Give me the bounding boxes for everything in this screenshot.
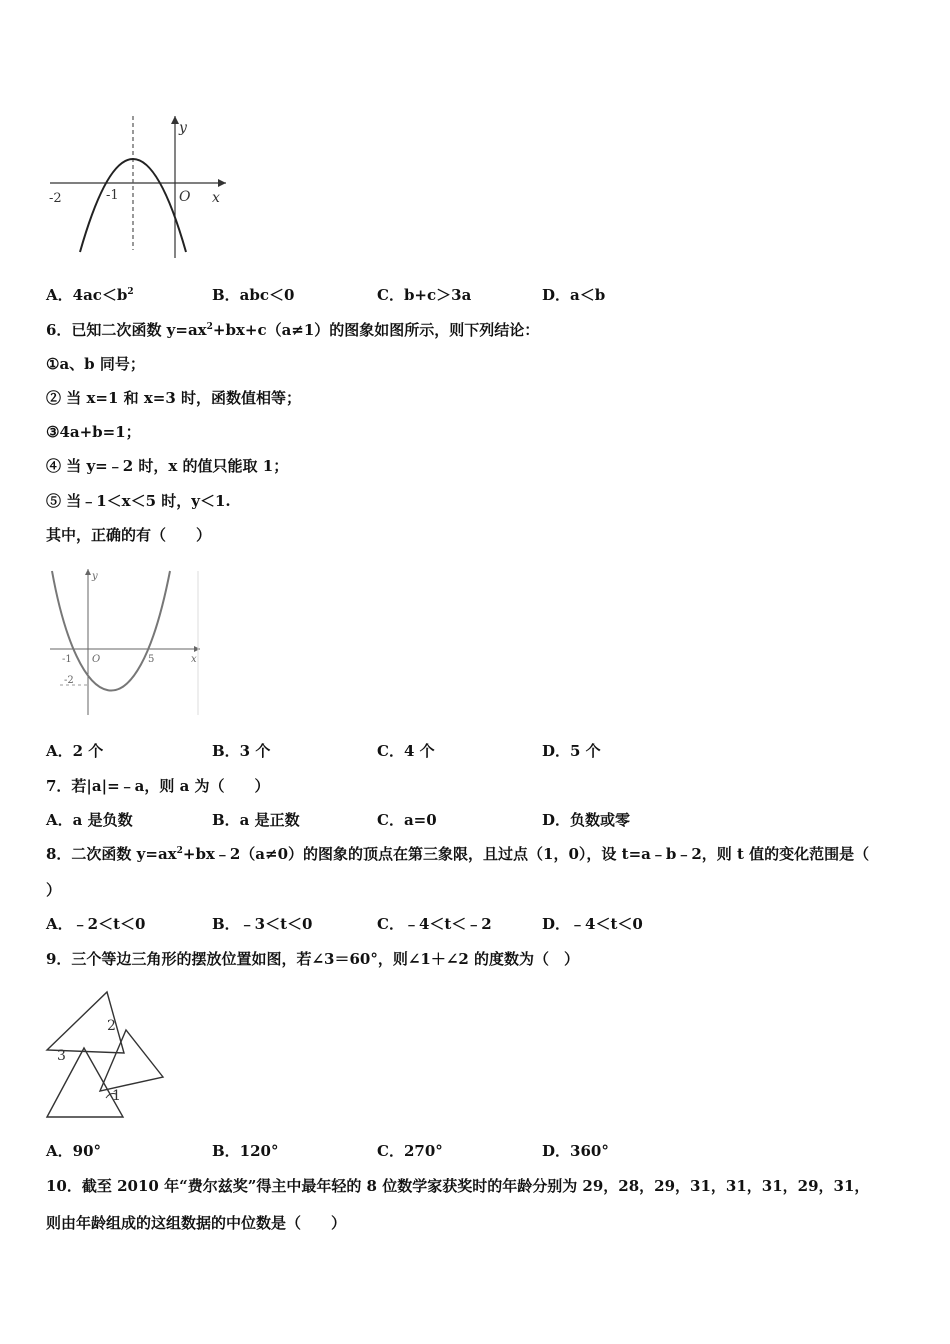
q7-option-a[interactable]: A．a 是负数 <box>46 811 133 829</box>
q6-x-label: x <box>191 654 197 665</box>
q6-origin-label: O <box>92 654 101 665</box>
q5-tick-neg1: -1 <box>106 188 119 203</box>
q9-option-a[interactable]: A．90° <box>46 1142 102 1160</box>
q9-option-b[interactable]: B．120° <box>212 1142 279 1160</box>
q10-stem: 10．截至 2010 年“费尔兹奖”得主中最年轻的 8 位数学家获奖时的年龄分别为 29，28，29，31，31，31，29，31， <box>46 1177 870 1195</box>
q6-ask: 其中，正确的有（ ） <box>46 526 212 544</box>
q7-option-b[interactable]: B．a 是正数 <box>212 811 300 829</box>
q6-stem: 6．已知二次函数 $y=ax^2+bx+c(a\ne 1)$的图象如图所示，则下列结论： <box>46 321 540 339</box>
q8-option-a[interactable]: A．﹣2＜t＜0 <box>46 915 146 933</box>
q5-option-a[interactable]: A．$4ac<b^2$ <box>46 286 134 304</box>
q6-tick-5: 5 <box>148 654 155 665</box>
q6-item-1: ①a、b 同号； <box>46 355 145 373</box>
q6-option-b[interactable]: B．3 个 <box>212 742 271 760</box>
q10-stem-cont: 则由年龄组成的这组数据的中位数是（ ） <box>46 1214 347 1232</box>
q8-stem-cont: ） <box>46 881 62 899</box>
q9-angle-3-label: 3 <box>57 1048 66 1064</box>
q9-option-c[interactable]: C．270° <box>377 1142 443 1160</box>
q5-parabola-graph <box>46 110 236 260</box>
q6-option-a[interactable]: A．2 个 <box>46 742 104 760</box>
q7-option-c[interactable]: C．a=0 <box>377 811 437 829</box>
q6-tick-neg2: -2 <box>64 675 74 686</box>
q6-item-3: ③4a+b=1； <box>46 423 141 441</box>
q7-stem: 7．若|a|=﹣a，则 a 为（ ） <box>46 777 270 795</box>
q5-option-d[interactable]: D．a＜b <box>542 286 606 304</box>
q6-item-2: ② 当 x=1 和 x=3 时，函数值相等； <box>46 389 302 407</box>
q9-angle-1-label: 1 <box>112 1088 121 1104</box>
q6-item-5: ⑤ 当﹣1＜x＜5 时，y＜1. <box>46 492 231 510</box>
q9-option-d[interactable]: D．360° <box>542 1142 609 1160</box>
q5-option-b[interactable]: B．abc＜0 <box>212 286 295 304</box>
q6-y-label: y <box>92 571 98 582</box>
q6-item-4: ④ 当 y=﹣2 时，x 的值只能取 1； <box>46 457 289 475</box>
q8-option-b[interactable]: B．﹣3＜t＜0 <box>212 915 313 933</box>
q8-stem: 8．二次函数 $y=ax^2+bx﹣2(a\ne 0)$的图象的顶点在第三象限，且过点（1，0），设 t=a﹣b﹣2，则 t 值的变化范围是（ <box>46 845 870 863</box>
q5-y-label: y <box>179 120 187 136</box>
q9-angle-2-label: 2 <box>107 1018 116 1034</box>
q5-origin-label: O <box>179 189 191 205</box>
q9-triangles-figure <box>44 988 169 1123</box>
q8-option-d[interactable]: D．﹣4＜t＜0 <box>542 915 643 933</box>
q5-x-label: x <box>212 190 220 206</box>
q5-option-c[interactable]: C．b+c＞3a <box>377 286 472 304</box>
q9-stem: 9．三个等边三角形的摆放位置如图，若∠3＝60°，则∠1＋∠2 的度数为（ ） <box>46 950 580 968</box>
q6-parabola-graph <box>48 565 208 720</box>
q7-option-d[interactable]: D．负数或零 <box>542 811 631 829</box>
q6-option-d[interactable]: D．5 个 <box>542 742 601 760</box>
q6-option-c[interactable]: C．4 个 <box>377 742 435 760</box>
q6-tick-neg1: -1 <box>62 654 72 665</box>
q5-tick-neg2: -2 <box>49 191 62 206</box>
q8-option-c[interactable]: C．﹣4＜t＜﹣2 <box>377 915 492 933</box>
